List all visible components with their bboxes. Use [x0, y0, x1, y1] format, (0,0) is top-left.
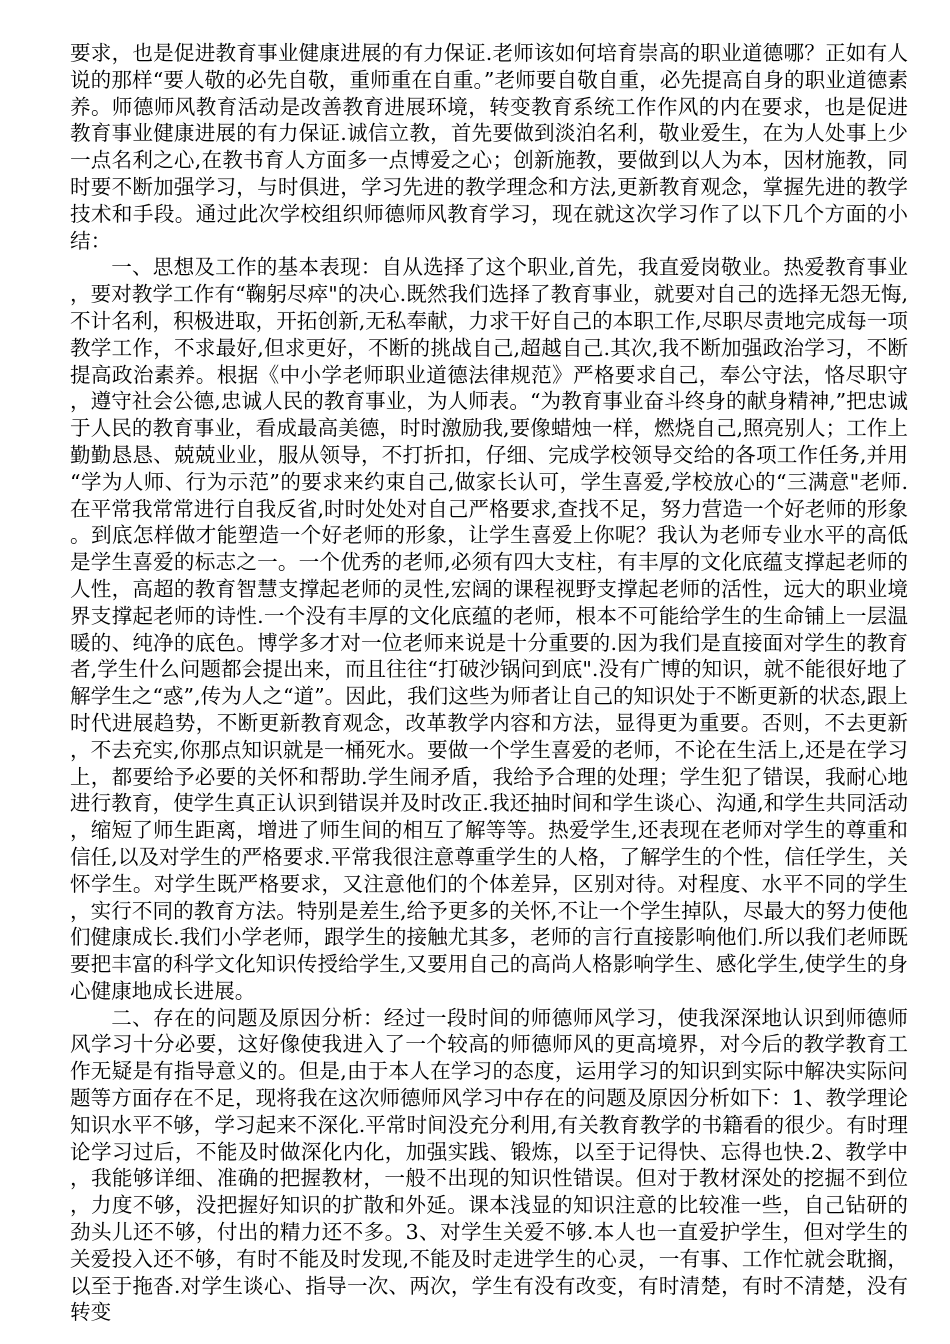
paragraph-section-two: 二、存在的问题及原因分析：经过一段时间的师德师风学习，使我深深地认识到师德师风学习十分必要，这好像使我进入了一个较高的师德师风的更高境界，对今后的教学教育工作无疑是有指导意义的。但是,由于本人在学习的态度，运用学习的知识到实际中解决实际问题等方面存在不足，现将我在这次师德师风学习中存在的问题及原因分析如下：1、教学理论知识水平不够，学习起来不深化.平常时间没充分利用,有关教育教学的书籍看的很少。有时理论学习过后，不能及时做深化内化，加强实践、锻炼，以至于记得快、忘得也快.2、教学中，我能够详细、准确的把握教材，一般不出现的知识性错误。但对于教材深处的挖掘不到位，力度不够，没把握好知识的扩散和外延。课本浅显的知识注意的比较准一些，自己钻研的劲头儿还不够，付出的精力还不多。3、对学生关爱不够.本人也一直爱护学生，但对学生的关爱投入还不够，有时不能及时发现,不能及时走进学生的心灵，一有事、工作忙就会耽搁，以至于拖沓.对学生谈心、指导一次、两次，学生有没有改变，有时清楚，有时不清楚，没有转变 [70, 1005, 908, 1325]
document-page [70, 40, 908, 1326]
paragraph-intro: 要求，也是促进教育事业健康进展的有力保证.老师该如何培育崇高的职业道德哪？正如有人说的那样“要人敬的必先自敬，重师重在自重。”老师要自敬自重，必先提高自身的职业道德素养。师德师风教育活动是改善教育进展环境，转变教育系统工作作风的内在要求，也是促进教育事业健康进展的有力保证.诚信立教，首先要做到淡泊名利，敬业爱生，在为人处事上少一点名利之心,在教书育人方面多一点博爱之心；创新施教，要做到以人为本，因材施教，同时要不断加强学习，与时俱进，学习先进的教学理念和方法,更新教育观念，掌握先进的教学技术和手段。通过此次学校组织师德师风教育学习，现在就这次学习作了以下几个方面的小结： [70, 41, 908, 253]
paragraph-section-one: 一、思想及工作的基本表现：自从选择了这个职业,首先，我直爱岗敬业。热爱教育事业，要对教学工作有“鞠躬尽瘁"的决心.既然我们选择了教育事业，就要对自己的选择无怨无悔,不计名利，积极进取，开拓创新,无私奉献，力求干好自己的本职工作,尽职尽责地完成每一项教学工作，不求最好,但求更好，不断的挑战自己,超越自己.其次,我不断加强政治学习，不断提高政治素养。根据《中小学老师职业道德法律规范》严格要求自己，奉公守法，恪尽职守，遵守社会公德,忠诚人民的教育事业，为人师表。“为教育事业奋斗终身的献身精神,”把忠诚于人民的教育事业，看成最高美德，时时激励我,要像蜡烛一样，燃烧自己,照亮别人；工作上勤勤恳恳、兢兢业业，服从领导，不打折扣，仔细、完成学校领导交给的各项工作任务,并用“学为人师、行为示范”的要求来约束自己,做家长认可，学生喜爱,学校放心的“三满意"老师.在平常我常常进行自我反省,时时处处对自己严格要求,查找不足，努力营造一个好老师的形象。到底怎样做才能塑造一个好老师的形象，让学生喜爱上你呢？我认为老师专业水平的高低是学生喜爱的标志之一。一个优秀的老师,必须有四大支柱，有丰厚的文化底蕴支撑起老师的人性，高超的教育智慧支撑起老师的灵性,宏阔的课程视野支撑起老师的活性，远大的职业境界支撑起老师的诗性.一个没有丰厚的文化底蕴的老师，根本不可能给学生的生命铺上一层温暖的、纯净的底色。博学多才对一位老师来说是十分重要的.因为我们是直接面对学生的教育者,学生什么问题都会提出来，而且往往“打破沙锅问到底".没有广博的知识，就不能很好地了解学生之“惑”,传为人之“道”。因此，我们这些为师者让自己的知识处于不断更新的状态,跟上时代进展趋势，不断更新教育观念，改革教学内容和方法，显得更为重要。否则，不去更新，不去充实,你那点知识就是一桶死水。要做一个学生喜爱的老师，不论在生活上,还是在学习上，都要给予必要的关怀和帮助.学生闹矛盾，我给予合理的处理；学生犯了错误，我耐心地进行教育，使学生真正认识到错误并及时改正.我还抽时间和学生谈心、沟通,和学生共同活动，缩短了师生距离，增进了师生间的相互了解等等。热爱学生,还表现在老师对学生的尊重和信任,以及对学生的严格要求.平常我很注意尊重学生的人格，了解学生的个性，信任学生，关怀学生。对学生既严格要求，又注意他们的个体差异，区别对待。对程度、水平不同的学生，实行不同的教育方法。特别是差生,给予更多的关怀,不让一个学生掉队，尽最大的努力使他们健康成长.我们小学老师，跟学生的接触尤其多，老师的言行直接影响他们.所以我们老师既要把丰富的科学文化知识传授给学生,又要用自己的高尚人格影响学生、感化学生,使学生的身心健康地成长进展。 [70, 255, 908, 1003]
